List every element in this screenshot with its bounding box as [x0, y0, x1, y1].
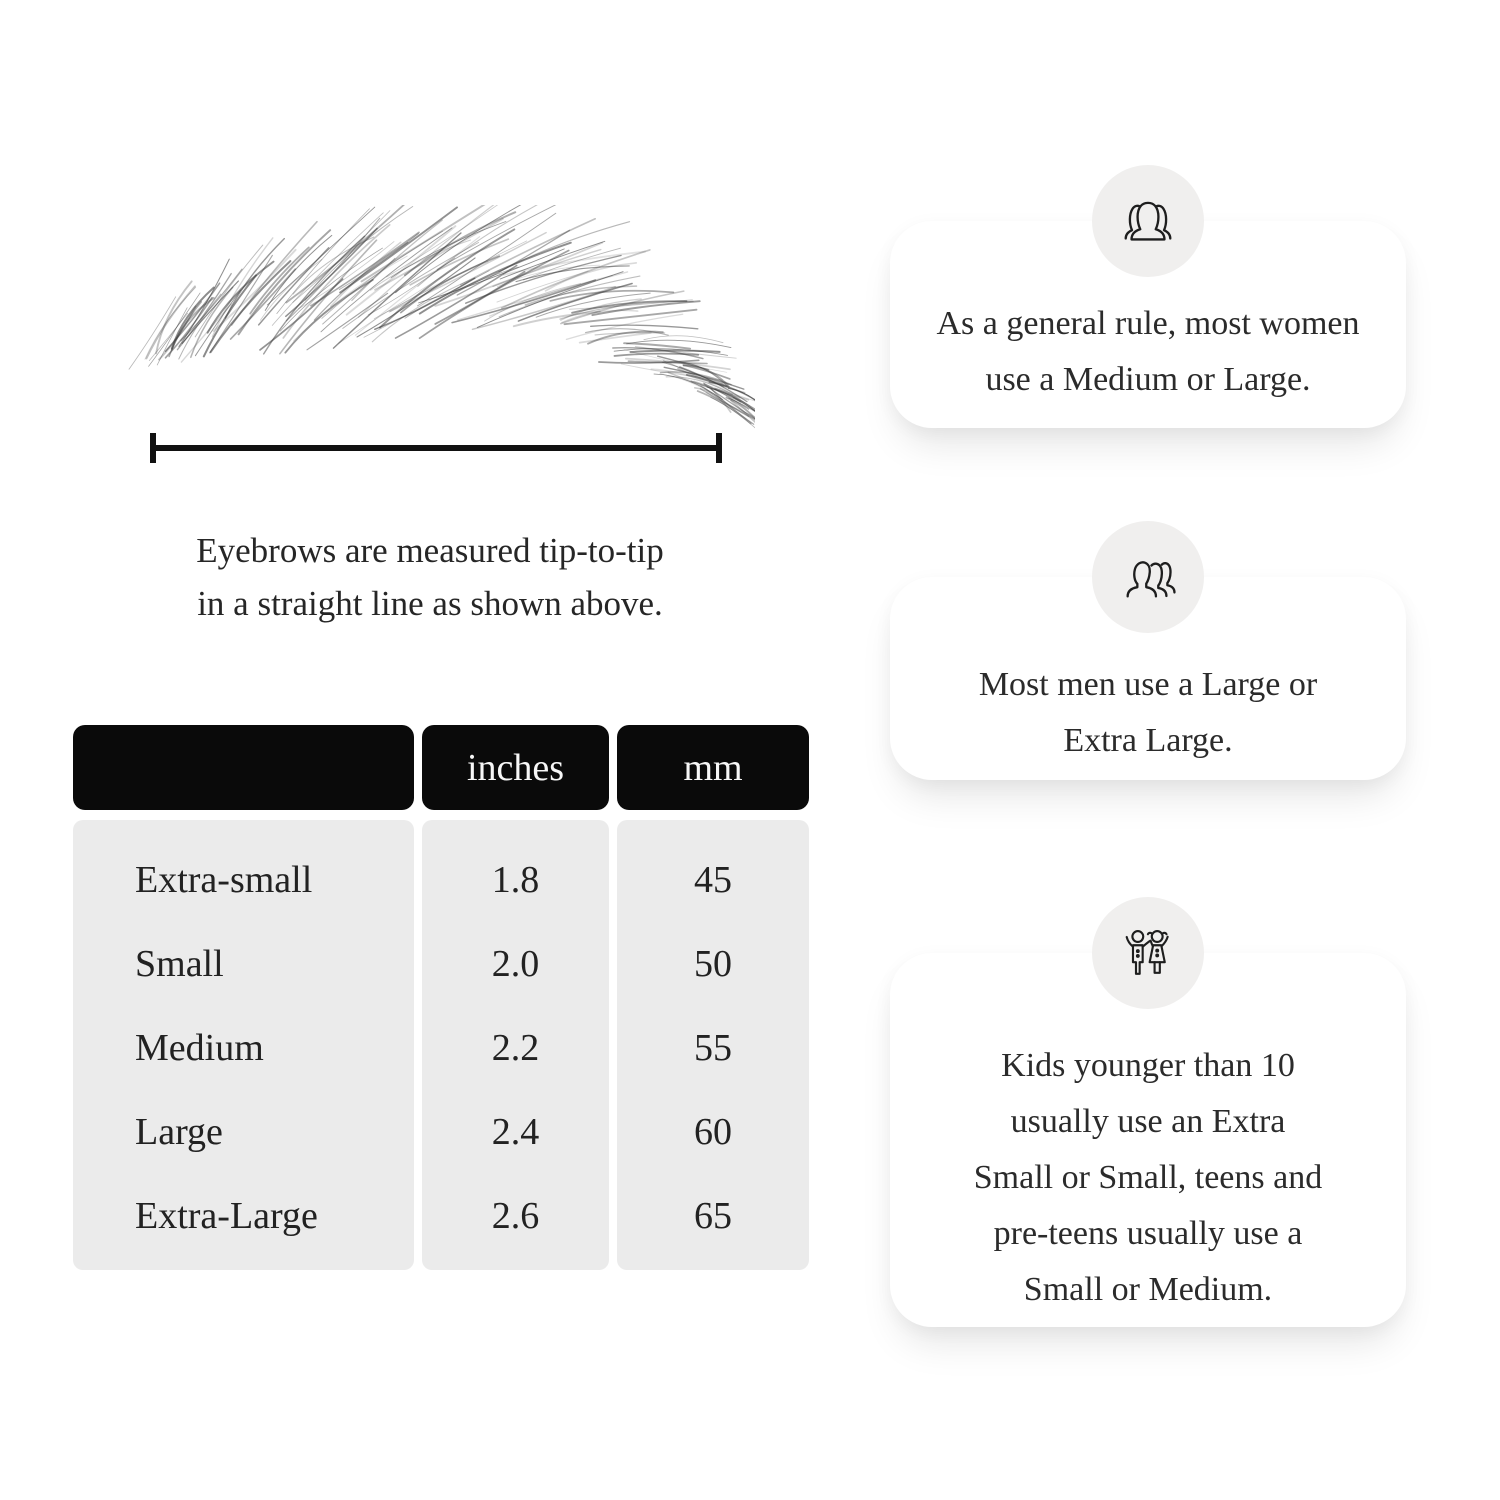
size-cell: Small [135, 943, 224, 985]
mm-cell: 50 [694, 943, 732, 985]
women-card-text [890, 275, 1406, 428]
size-cell: Medium [135, 1027, 264, 1069]
card-text-line: Most men use a Large or [978, 665, 1318, 703]
card-text-line: Kids younger than 10 [1001, 1047, 1295, 1084]
mm-cell: 45 [694, 859, 732, 901]
women-icon-circle [1092, 165, 1204, 277]
mm-column [617, 820, 809, 1270]
header-cell-size [73, 725, 414, 810]
inches-cell: 1.8 [491, 859, 540, 901]
card-text-line: use a Medium or Large. [985, 360, 1311, 398]
inches-cell: 2.4 [491, 1111, 540, 1153]
kids-icon-circle [1092, 897, 1204, 1009]
eyebrow-illustration [105, 205, 755, 445]
inches-cell: 2.6 [491, 1195, 540, 1237]
measure-bar [150, 445, 722, 451]
mm-cell: 65 [694, 1195, 732, 1237]
measurement-line [150, 433, 722, 463]
size-table [73, 725, 809, 1270]
eyebrow-sketch-svg [105, 205, 755, 445]
size-cell: Extra-Large [135, 1195, 318, 1237]
measure-cap-right [716, 433, 722, 463]
card-text-line: As a general rule, most women [936, 304, 1360, 342]
card-text-line: Extra Large. [1063, 721, 1233, 759]
size-column [73, 820, 414, 1270]
inches-cell: 2.0 [491, 943, 540, 985]
header-cell-mm: mm [617, 725, 809, 810]
size-cell: Large [135, 1111, 223, 1153]
measurement-caption [105, 524, 755, 630]
inches-cell: 2.2 [491, 1027, 540, 1069]
card-text-line: pre-teens usually use a [993, 1215, 1303, 1252]
men-group-icon [1117, 546, 1179, 608]
kids-icon [1117, 922, 1179, 984]
mm-cell: 60 [694, 1111, 732, 1153]
men-card-text [890, 645, 1406, 780]
card-text-line: Small or Small, teens and [973, 1159, 1323, 1196]
size-table-header [73, 725, 809, 810]
size-cell: Extra-small [135, 859, 313, 901]
women-group-icon [1117, 190, 1179, 252]
kids-info-card [890, 953, 1406, 1327]
kids-card-text [890, 1029, 1406, 1327]
mm-cell: 55 [694, 1027, 732, 1069]
caption-line: in a straight line as shown above. [197, 584, 663, 623]
card-text-line: Small or Medium. [1023, 1271, 1273, 1308]
card-text-line: usually use an Extra [1010, 1103, 1286, 1140]
caption-line: Eyebrows are measured tip-to-tip [196, 531, 664, 570]
inches-column [422, 820, 609, 1270]
header-cell-inches: inches [422, 725, 609, 810]
men-icon-circle [1092, 521, 1204, 633]
size-table-body [73, 820, 809, 1270]
